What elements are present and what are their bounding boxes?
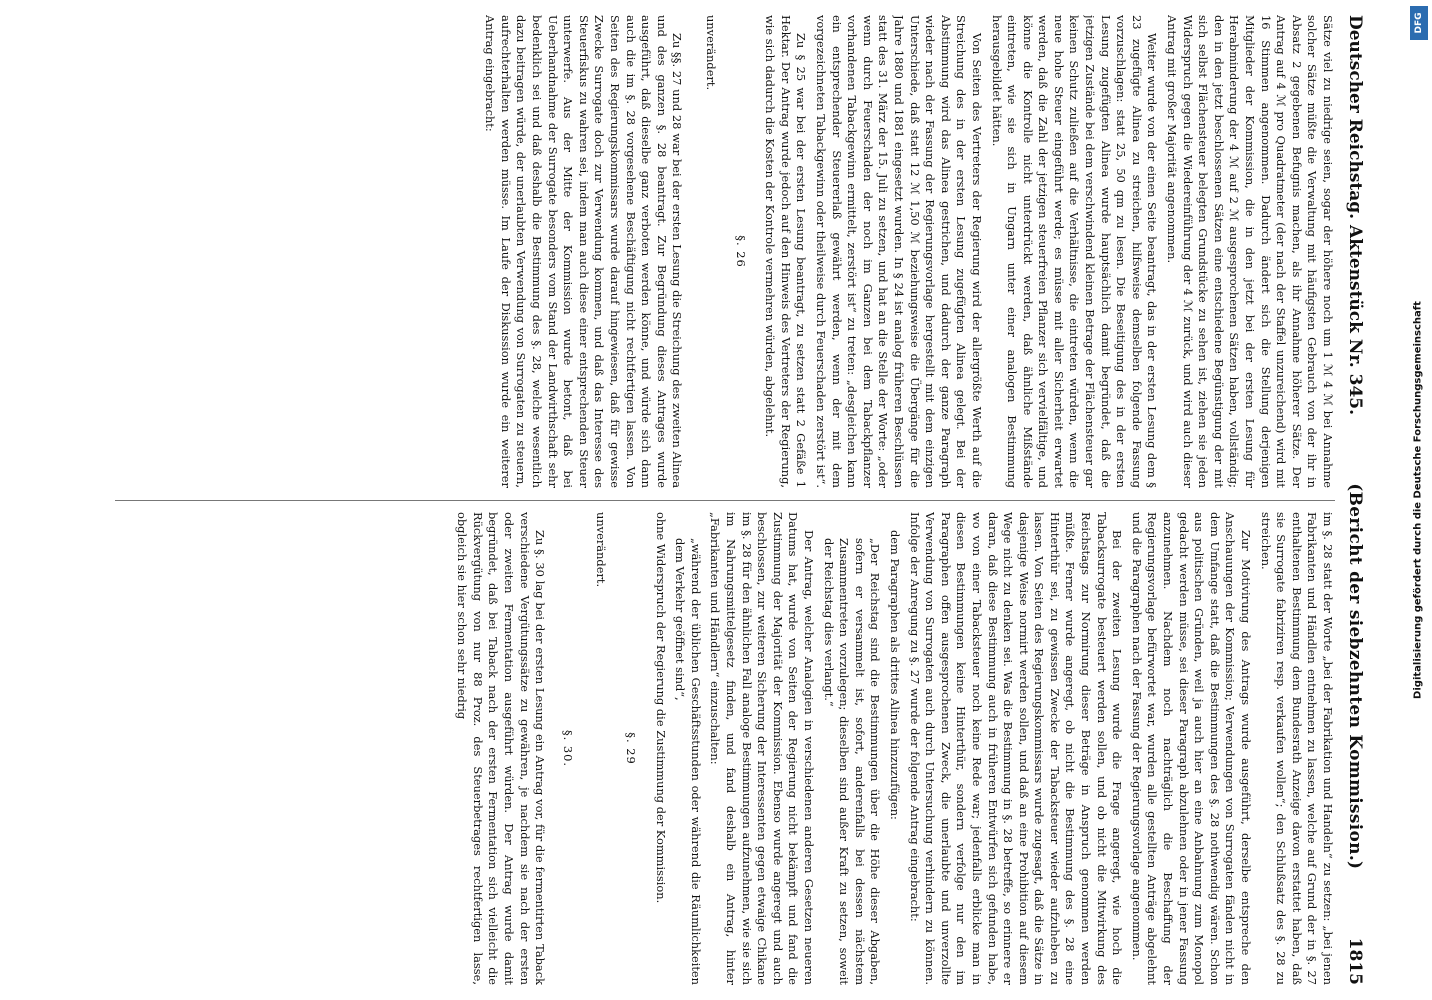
document-page — [61, 5, 1371, 995]
paragraph: Weiter wurde von der einen Seite beantragt, das in der ersten Lesung dem § 23 zugefügte Alinea zu streichen, hilfsweise demselben folgende Fassung vorzuschlagen: statt 25, 50 qm zu lesen. Die Beseitigung des in der ersten Lesung zugefügten Alinea wurde hauptsächlich damit begründet, daß die jetzigen Zustände bei dem verschwindend kleinen Betrage der Flächensteuer gar keinen Schutz zuließen auf die Verhältnisse, die eintreten würden, wenn die neue hohe Steuer eingeführt werde; es müsse mit aller Sicherheit erwartet werden, daß die Zahl der jetzigen steuerfreien Pflanzer sich vervielfältige, und könne die Kontrolle nicht unterdrückt werden, daß ähnliche Mißstände eintreten, wie sie sich in Ungarn unter einer analogen Bestimmung herausgebildet hätten. — [989, 15, 1160, 488]
paragraph: Zu §§. 27 und 28 war bei der ersten Lesung die Streichung des zweiten Alinea und des ganzen §. 28 beantragt. Zur Begründung dieses Antrages wurde ausgeführt, daß dieselbe ganz verboten werden könne, und würde sich dann auch die im §. 28 vorgesehene Beschäftigung nicht rechtfertigen lassen. Von Seiten des Regierungskommissars wurde darauf hingewiesen, daß für gewisse Zwecke Surrogate doch zur Verwendung kommen, und daß das Interesse des Steuerfiskus zu wahren sei, indem man auch diese einer entsprechenden Steuer unterwerfe. Aus der Mitte der Kommission wurde betont, daß bei Ueberhandnahme der Surrogate besonders vom Stand der Landwirthschaft sehr bedenklich sei und daß deshalb die Bestimmung des §. 28, welche wesentlich dazu beitragen würde, der unerlaubten Verwendung von Surrogaten zu steuern, aufrechterhalten werden müsse. Im Laufe der Diskussion wurde ein weiterer Antrag eingebracht: — [483, 15, 685, 488]
digitization-credit-text: Digitalisierung gefördert durch die Deutsche Forschungsgemeinschaft — [1412, 301, 1424, 699]
section-heading-30: §. 30. — [560, 729, 575, 768]
text-columns — [105, 15, 1335, 985]
dfg-logo-text: DFG — [1414, 12, 1424, 34]
paragraph: ohne Widerspruch der Regierung die Zustimmung der Kommission. — [653, 512, 668, 904]
paragraph: Zu § 25 war bei der ersten Lesung beantragt, zu setzen statt 2 Gefäße 1 Hektar. Der Antrag wurde jedoch auf den Hinweis des Vertreters der Regierung, wie sich dadurch die Kosten der Kontrole vermehren würden, abgelehnt. — [763, 15, 809, 488]
paragraph: Zu §. 30 lag bei der ersten Lesung ein Antrag vor, für die fermentirten Taback verschiedene Vergütungssätze zu gewähren, je nachdem sie nach der ersten oder zweiten Fermentation ausgeführt würden. Der Antrag wurde damit begründet, daß bei Taback nach der ersten Fermentation sich vielleicht die Rückvergütung von nur 88 Proz. des Steuerbetrages rechtfertigen lasse, obgleich sie hier schon sehr niedrig — [455, 512, 548, 985]
paragraph: Der Antrag, welcher Analogien in verschiedenen anderen Gesetzen neueren Datums hat, wurde von Seiten der Regierung nicht bekämpft und fand die Zustimmung der Majorität der Kommission. Ebenso wurde angeregt und auch beschlossen, zur weiteren Sicherung der Interessenten gegen etwaige Chikane im §. 28 für den ähnlichen Fall analoge Bestimmungen aufzunehmen, wie sie sich im Nahrungsmittelgesetz finden, und fand deshalb ein Antrag, hinter „Fabrikanten und Händlern“ einzuschalten: — [708, 512, 816, 985]
section-heading-26: §. 26 — [733, 235, 748, 268]
column-divider — [115, 500, 1335, 501]
unchanged-note: unverändert. — [704, 15, 719, 91]
digitization-credit — [1408, 0, 1428, 1000]
left-column — [105, 15, 1335, 488]
quoted-insertion: „während der üblichen Geschäftsstunden oder während die Räumlichkeiten dem Verkehr geöffnet sind“, — [673, 538, 703, 985]
paragraph: Von Seiten des Vertreters der Regierung wird der allergrößte Werth auf die Streichung des in der ersten Lesung zugefügten Alinea gelegt. Bei der Abstimmung wird das Alinea gestrichen, und dadurch der ganze Paragraph wieder nach der Fassung der Regierungsvorlage hergestellt mit dem einzigen Unterschiede, daß statt 12 ℳ 1,50 ℳ beziehungsweise die Übergänge für die Jahre 1880 und 1881 eingesetzt wurden. In § 24 ist analog früheren Beschlüssen statt des 31. März der 15. Juli zu setzen, und hat an die Stelle der Worte: „oder wenn durch Feuerschaden der noch im Ganzen bei dem Tabackpflanzer vorhandenen Tabackgewinn ermittelt, zerstört ist“ zu treten: „desgleichen kann ein entsprechender Steuererlaß gewährt werden, wenn der mit dem vorgezeichneten Tabackgewinn oder theilweise durch Feuerschaden zerstört ist“. — [814, 15, 984, 488]
document-subtitle: (Bericht der siebzehnten Kommission.) — [1345, 483, 1365, 870]
document-title: Deutscher Reichstag. Aktenstück Nr. 345. — [1345, 15, 1365, 416]
page-number: 1815 — [1345, 937, 1365, 985]
paragraph: Bei der zweiten Lesung wurde die Frage angeregt, wie hoch die Tabacksurrogate besteuert werden sollen, und ob nicht die Mitwirkung des Reichstags zur Normirung dieser Beträge in Anspruch genommen werden müßte. Ferner wurde angeregt, ob nicht die Bestimmung des §. 28 eine Hinterthür sei, zu gewissen Zwecke der Tabacksteuer wieder aufzuheben zu lassen. Von Seiten des Regierungskommissars wurde zugesagt, daß die Sätze in dasjenige Weise normirt werden sollen, und daß an eine Prohibition auf diesem Wege nicht zu denken sei. Was die Bestimmung in §. 28 betreffe, so erinnere er daran, daß diese Bestimmung auch in früheren Entwürfen sich gefunden habe, wo von einer Tabacksteuer noch keine Rede war; jedenfalls erblicke man in diesen Bestimmungen keine Hinterthür, sondern verfolge nur den im Paragraphen offen ausgesprochenen Zweck, die unerlaubte und unverzollte Verwendung von Surrogaten auch durch Untersuchung verhindern zu können. Infolge der Anregung zu §. 27 wurde der folgende Antrag eingebracht: — [907, 512, 1125, 985]
quote-intro: dem Paragraphen als drittes Alinea hinzuzufügen: — [887, 530, 902, 820]
right-column — [105, 512, 1335, 985]
paragraph: Sätze viel zu niedrige seien, sogar der höhere noch um 1 ℳ 4 ℳ bei Annahme solcher Sätze müßte die Verwaltung mit häufigsten Gebrauch von der ihr in Absatz 2 gegebenen Befugnis machen, als ihr Annahme höherer Sätze. Der Antrag auf 4 ℳ pro Quadratmeter (der nach der Staffel unzureichend) wird mit 16 Stimmen angenommen. Dadurch ändert sich die Stellung derjenigen Mitglieder der Kommission, die in den jetzt bei der ersten Lesung für Herabminderung der 4 ℳ auf 2 ℳ ausgesprochenen Sätzen haben, vollständig; den in den jetzt beschlossenen Sätzen eine entschiedene Begünstigung der mit sich selbst Flächensteuer belegten Grundstücke zu sehen ist, ziehen sie jeden Widerspruch gegen die Wiedereinführung der 4 ℳ zurück, und wird auch dieser Antrag mit großer Majorität angenommen. — [1165, 15, 1335, 488]
quoted-amendment: „Der Reichstag sind die Bestimmungen über die Höhe dieser Abgaben, sofern er versammelt ist, sofort, anderenfalls bei dessen nächstem Zusammentreten vorzulegen; dieselben sind außer Kraft zu setzen, soweit der Reichstag dies verlangt.“ — [821, 538, 883, 985]
paragraph: im §. 28 statt der Worte „bei der Fabrikation und Handeln“ zu setzen: „bei jenen Fabrikanten und Händlen entnehmen zu lassen, welche auf Grund der in §. 27 enthaltenen Bestimmung dem Bundesrath Anzeige davon erstattet haben, daß sie Surrogate fabriziren resp. verkaufen wollen“; den Schlußsatz des §. 28 zu streichen. — [1258, 512, 1335, 985]
section-heading-29: §. 29 — [624, 732, 639, 765]
running-head — [1335, 15, 1365, 985]
dfg-logo — [1410, 6, 1428, 40]
unchanged-note: unverändert. — [594, 512, 609, 588]
paragraph: Zur Motivirung des Antrags wurde ausgeführt, derselbe entspreche den Anschauungen der Kommission; Verwendungen von Surrogaten fänden nicht in dem Umfange statt, daß die Bestimmungen des §. 28 nothwendig wären. Schon aus politischen Gründen, weil ja auch hier an eine Anbahnung zum Monopol gedacht werden müsse, sei dieser Paragraph abzulehnen oder in jener Fassung anzunehmen. Nachdem noch nachträglich die Beschaffung der Regierungsvorlage befürwortet war, wurden alle gestellten Anträge abgelehnt und die Paragraphen nach der Fassung der Regierungsvorlage angenommen. — [1129, 512, 1254, 985]
